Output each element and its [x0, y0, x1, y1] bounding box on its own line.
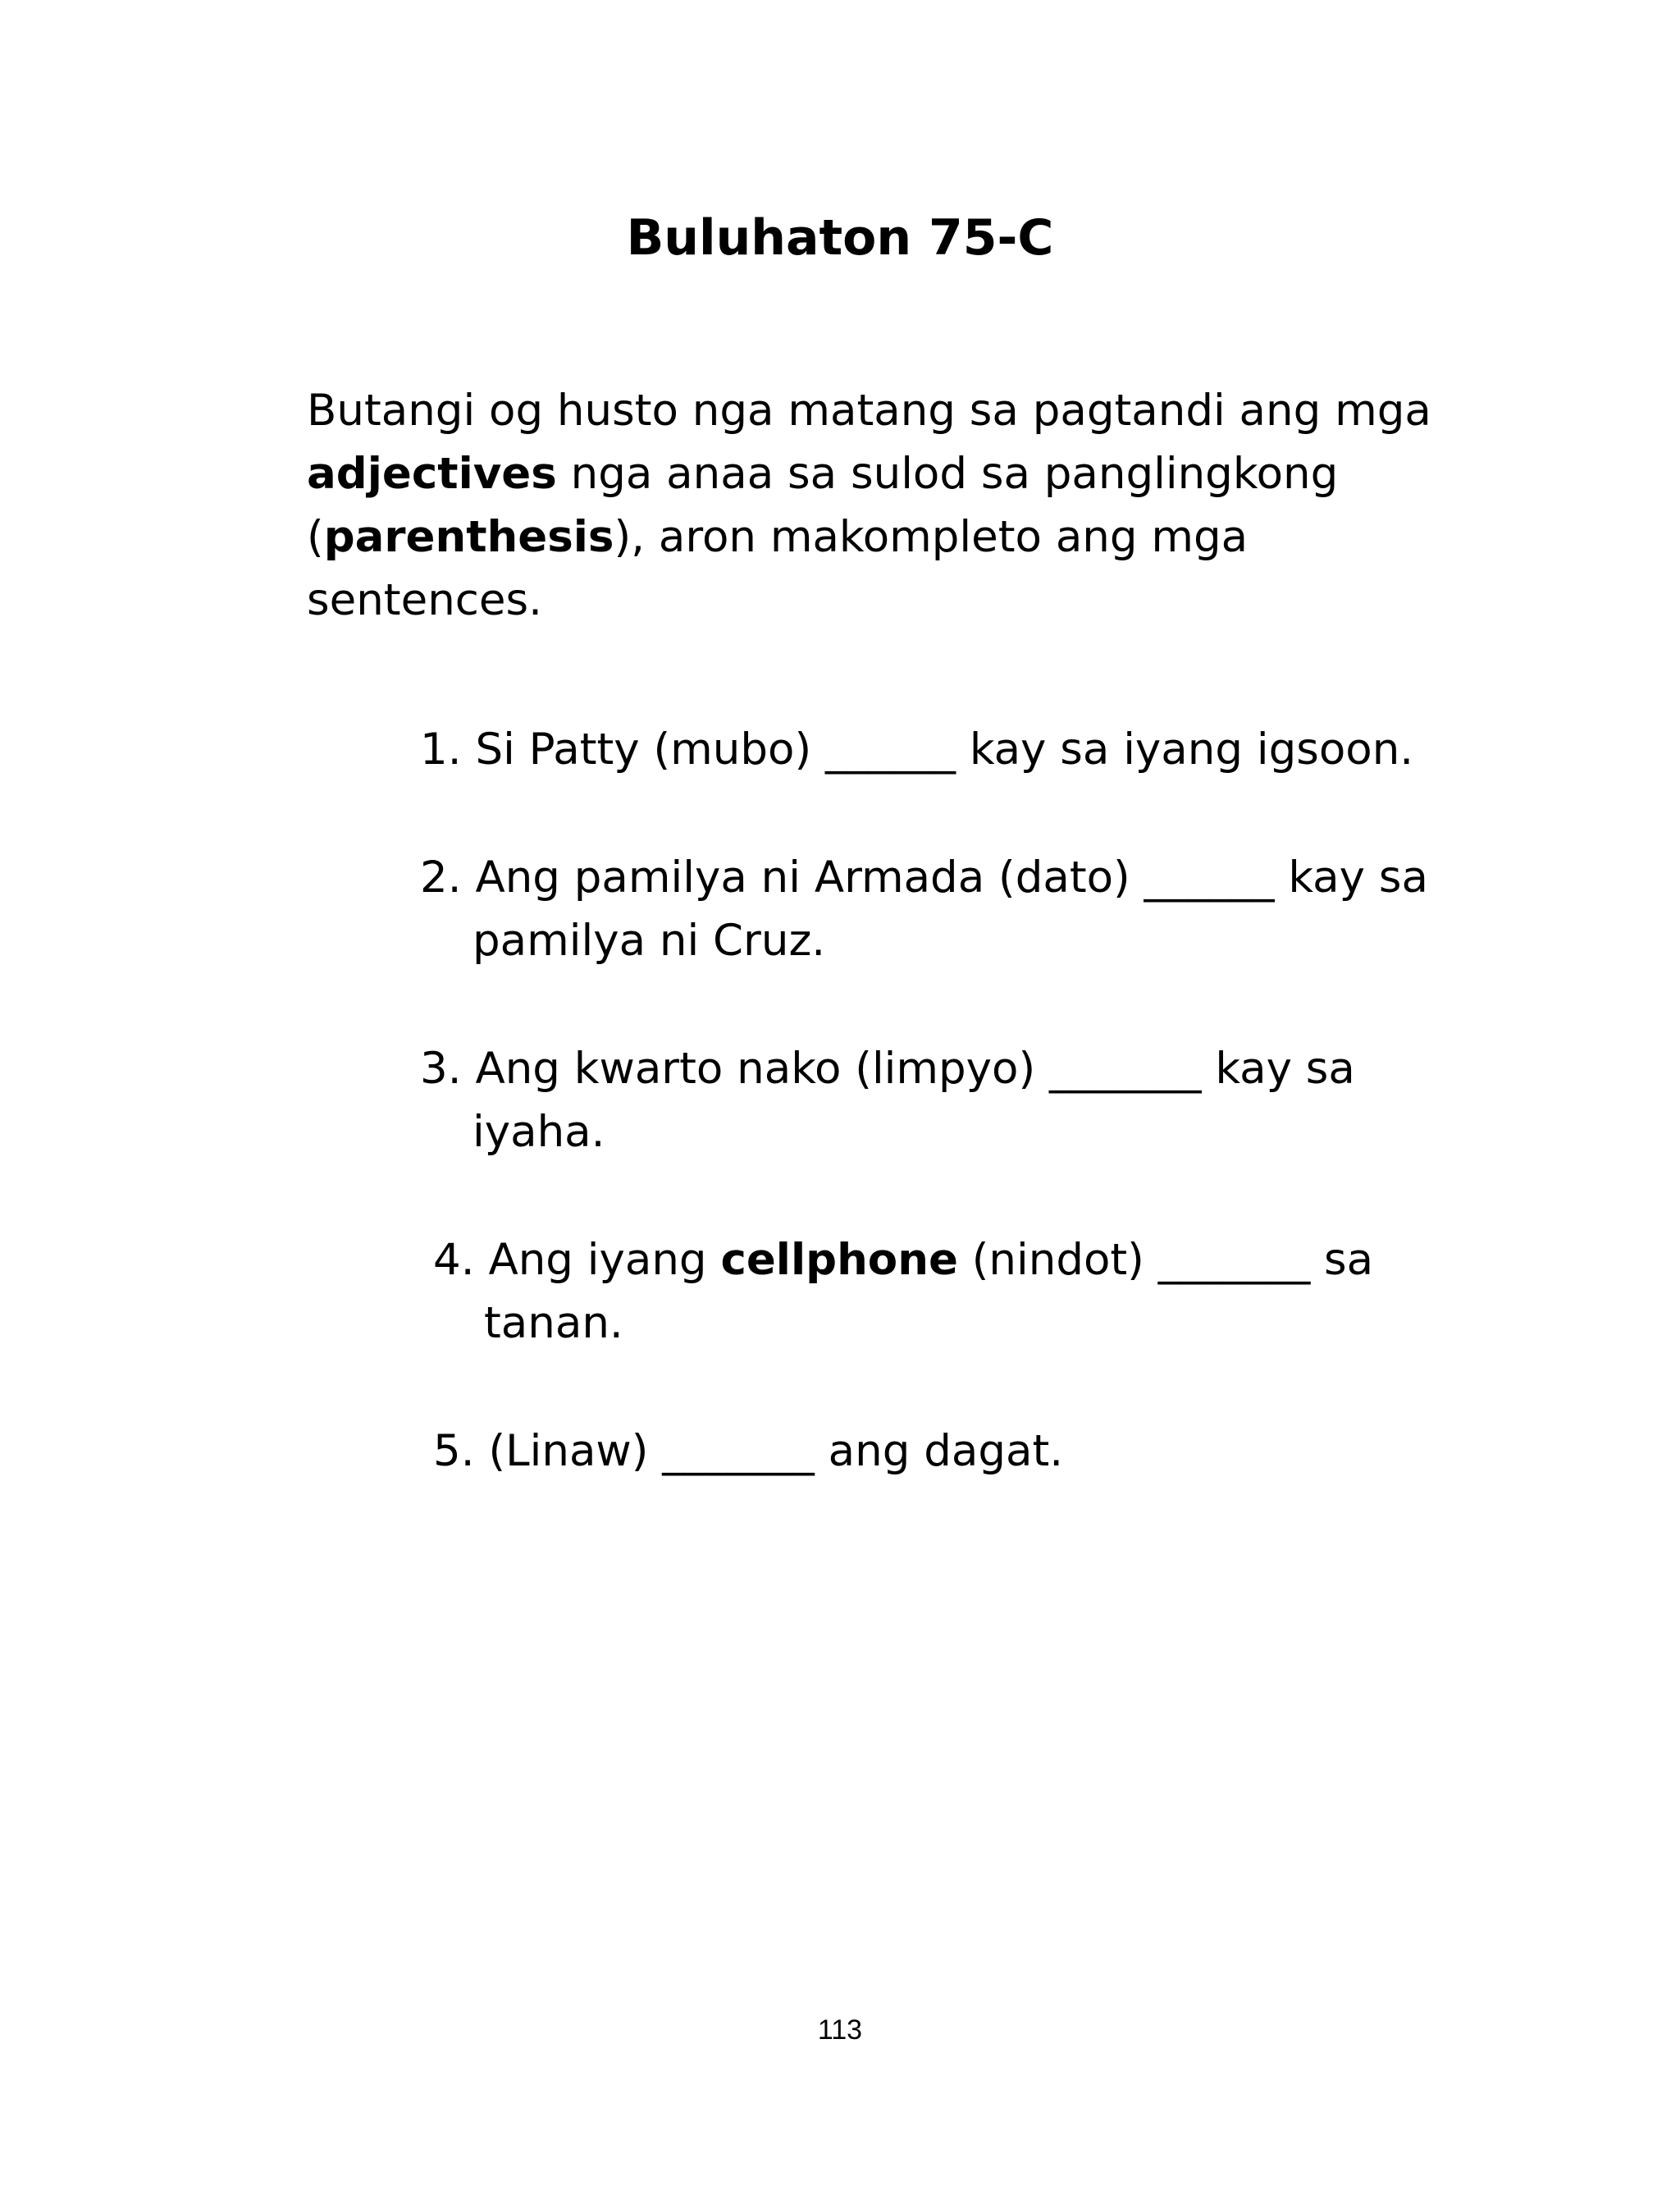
exercise-item-4: [433, 1228, 1373, 1355]
exercise-item-3: [420, 1037, 1355, 1164]
item-text: (Linaw) _______ ang dagat.: [488, 1426, 1064, 1476]
item-text-line-1: Ang kwarto nako (limpyo) _______ kay sa: [475, 1044, 1355, 1094]
exercise-item-5: [433, 1420, 1063, 1483]
instructions-bold-adjectives: adjectives: [307, 449, 557, 499]
item-text-line-2: pamilya ni Cruz.: [472, 916, 826, 966]
page-title: Buluhaton 75-C: [626, 209, 1054, 267]
page-number: 113: [817, 2014, 863, 2046]
exercise-item-2: [420, 846, 1428, 972]
instructions-text-1: Butangi og husto nga matang sa pagtandi ang mga: [307, 386, 1431, 436]
item-number: 2.: [420, 853, 462, 903]
item-text-line-1: Ang pamilya ni Armada (dato) ______ kay sa: [475, 853, 1428, 903]
instructions-text-3: ), aron makompleto ang mga sentences.: [307, 512, 1249, 625]
instructions-bold-parenthesis: parenthesis: [323, 512, 614, 562]
item-text-line-2: iyaha.: [472, 1107, 605, 1157]
item-bold-word: cellphone: [720, 1235, 958, 1285]
instructions-text-2: nga anaa sa sulod sa panglingkong (: [307, 449, 1339, 562]
item-number: 4.: [433, 1235, 475, 1285]
item-number: 5.: [433, 1426, 475, 1476]
item-text-before: Ang iyang: [488, 1235, 721, 1285]
item-text: Si Patty (mubo) ______ kay sa iyang igsoon.: [475, 725, 1414, 775]
item-text-after: (nindot) _______ sa: [957, 1235, 1374, 1285]
instructions-paragraph: [307, 379, 1496, 632]
item-text-line-2: tanan.: [484, 1298, 623, 1348]
item-number: 1.: [420, 725, 462, 775]
item-number: 3.: [420, 1044, 462, 1094]
exercise-item-1: [420, 718, 1413, 781]
